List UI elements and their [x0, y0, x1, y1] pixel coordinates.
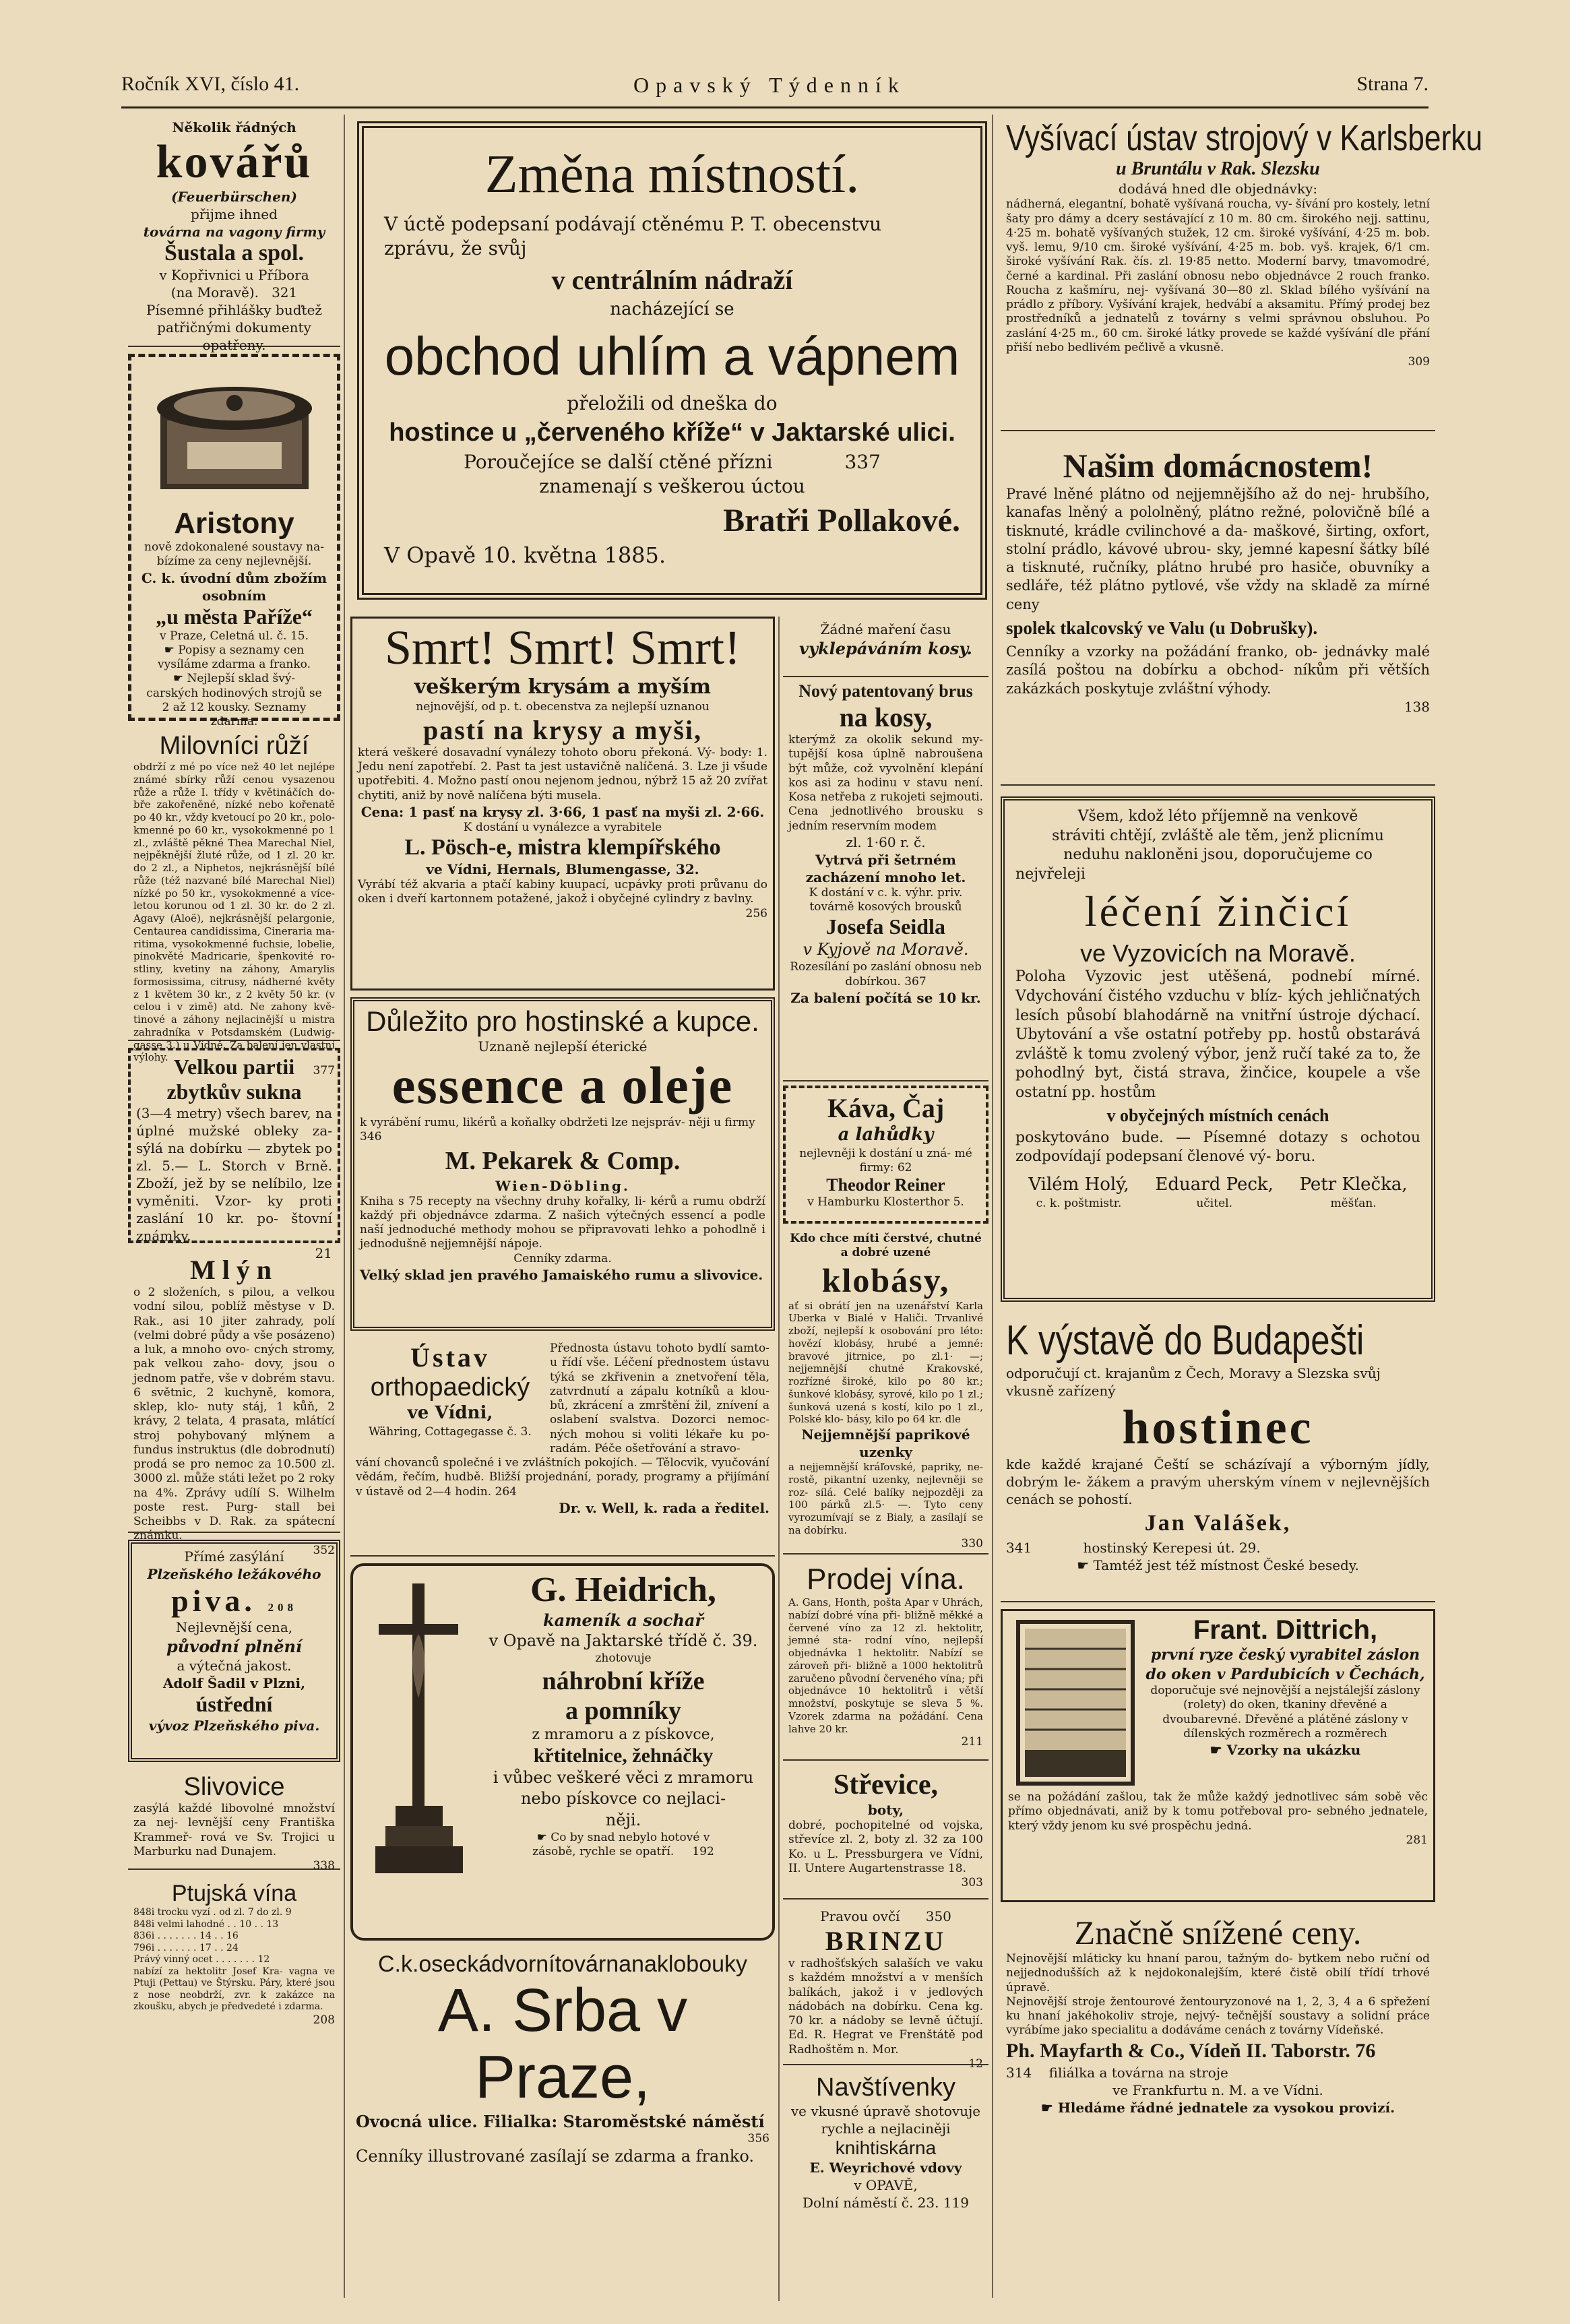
ad-heidrich [350, 1563, 775, 1941]
ad-text: Ovocná ulice. Filialka: Staroměstské náměstí [356, 2112, 765, 2131]
ad-text: továrna na vagony firmy [143, 224, 325, 240]
ad-headline: Mlýn [189, 1255, 279, 1285]
ad-headline: Aristony [174, 507, 294, 540]
ad-headline: Důležito pro hostinské a kupce. [366, 1005, 759, 1037]
ad-text: Přímé zasýlání [184, 1548, 284, 1565]
ad-headline: Milovníci růží [159, 732, 309, 760]
ad-number: 330 [961, 1536, 983, 1550]
ad-dittrich-text [1143, 1615, 1428, 1790]
pointing-hand-icon: ☛ [164, 643, 175, 657]
ad-text: nacházející se [610, 299, 734, 319]
ad-smrt [350, 617, 775, 991]
column-rule [344, 115, 345, 2298]
ad-text: v Opavě na Jaktarské třídě č. 39. [489, 1631, 758, 1651]
ad-firm: L. Pösch-e, mistra klempířského [404, 835, 721, 860]
ad-text: Kdo chce míti čerstvé, chutné a dobré uzené [790, 1232, 982, 1260]
ad-headline: Smrt! Smrt! Smrt! [384, 621, 741, 674]
ad-number: 346 [360, 1130, 382, 1144]
ad-body: A. Gans, Honth, pošta Apar v Uhrách, nabízí dobré vína při- bližně měkké a červené víno za 12 zl. hektolitr, jemné sta- rodní víno, nejlepší objednávka 1 hektolitr. Nabízí se zároveň při- bližně a 1000 hektolitrů zaručeno původní červeného vína; při objednávce 10 hektolitrů i větší množství, poskytuje se sleva 5 %. Vzorek zdarma na požádání. Cena lahve 20 kr. [788, 1596, 983, 1735]
ad-text: první ryze český vyrabitel záslon [1150, 1646, 1420, 1664]
ad-text: Vzorky na ukázku [1226, 1742, 1361, 1759]
ad-number: 119 [943, 2195, 970, 2211]
ad-text: z mramoru a z pískovce, [532, 1726, 715, 1743]
ad-text: i vůbec veškeré věci z mramoru [493, 1768, 754, 1788]
ad-headline: BRINZU [825, 1926, 947, 1956]
ad-text: C.k.oseckádvornítovárnanaklobouky [377, 1951, 748, 1977]
ad-headline: náhrobní kříže [542, 1666, 705, 1695]
price-row: Právý vinný ocet . . . . . . . 12 [133, 1954, 270, 1965]
ad-number: 62 [897, 1161, 912, 1175]
ad-text: Uznaně nejlepší éterické [478, 1038, 648, 1055]
ad-text: znamenají s veškerou úctou [539, 475, 805, 498]
ad-slivovice [128, 1769, 340, 1873]
ad-number: 367 [904, 974, 927, 988]
ad-text: v Kyjově na Moravě. [803, 940, 969, 960]
ad-text: v Praze, Celetná ul. č. 15. [160, 629, 309, 643]
signatures [1015, 1174, 1420, 1211]
ad-kovaru [128, 115, 340, 353]
ad-text: bízíme za ceny nejlevnější. [156, 555, 312, 569]
ad-headline: Ústav [410, 1342, 490, 1373]
ad-number: 256 [745, 906, 767, 920]
ad-text: v OPAVĚ, [854, 2177, 918, 2193]
ad-text: C. k. úvodní dům zbožím osobním [141, 569, 327, 604]
ad-text: v centrálním nádraží [551, 264, 793, 295]
ad-text: nejvřeleji [1015, 865, 1086, 883]
ad-text: Velký sklad jen pravého Jamaiského rumu a slivovice. [360, 1266, 763, 1283]
ad-headline: klobásy, [821, 1261, 950, 1299]
ad-number: 21 [315, 1245, 332, 1261]
ad-text: ve Frankfurtu n. M. a ve Vídni. [1112, 2081, 1323, 2098]
signer-name: Vilém Holý, [1028, 1174, 1129, 1195]
ad-text: a lahůdky [838, 1125, 934, 1145]
ad-text: původní plnění [166, 1637, 303, 1656]
ad-text: něji. [605, 1810, 641, 1829]
ad-budapest [1001, 1313, 1435, 1602]
ad-text: v Kopřivnici u Příbora [159, 267, 309, 283]
ad-text: kameník a sochař [542, 1610, 704, 1630]
column-3 [783, 617, 988, 2231]
page-number: Strana 7. [1356, 73, 1428, 95]
ad-headline: K výstavě do Budapešti [1006, 1317, 1364, 1364]
ad-text: vývoz Plzeňského piva. [148, 1718, 320, 1734]
ad-text: Cenníky illustrované zasílají se zdarma a franko. [356, 2147, 754, 2166]
ad-leceni-zincici [1001, 796, 1435, 1302]
ad-headline: ústřední [195, 1692, 273, 1717]
ad-kosy-intro [783, 617, 988, 677]
ad-firm: Ph. Mayfarth & Co., Vídeň II. Taborstr. 76 [1006, 2039, 1376, 2062]
ad-text: Žádné maření času [820, 621, 951, 637]
ad-body: Přednosta ústavu tohoto bydlí samto- u řídí vše. Léčení přednostem ústavu týká se zkřivenin a znetvoření těla, zatvrdnutí a zápalu kotníků a klou- bů, zkrácení a zmrštění žil, znívení a oslabení svalstva. Dozorci nemoc- ných mohou si voliti lékaře ku po- radám. Péče ošetřování a stravo- [550, 1342, 770, 1455]
ad-text: Popisy a seznamy cen [178, 643, 305, 657]
ad-text: Tamtéž jest též místnost České besedy. [1093, 1557, 1359, 1573]
ad-number: 341 [1006, 1540, 1032, 1556]
ad-headline: orthopaedický [370, 1373, 530, 1402]
ad-body: zasýlá každé libovolné množství za nej- levnější ceny Františka Krammeř- rová ve Sv. Trojici u Marburku nad Dunajem. [133, 1802, 335, 1858]
ad-pivo [128, 1540, 340, 1762]
ad-date: V Opavě 10. května 1885. [384, 542, 666, 568]
ad-text: Cenníky zdarma. [513, 1251, 612, 1265]
ad-number: 377 [313, 1064, 335, 1077]
price-row: 848i velmi lahodné . . 10 . . 13 [133, 1918, 279, 1930]
ad-body: kde každé krajané Čeští se scházívají a výborným jídly, dobrým le- žákem a pravým uherským vínem v nejlevnějších cenách se pohostí. [1006, 1456, 1430, 1507]
signature-block [1300, 1174, 1408, 1211]
price-row: 796i . . . . . . . 17 . . 24 [133, 1942, 239, 1953]
ad-number: 264 [495, 1484, 517, 1499]
pointing-hand-icon: ☛ [1077, 1557, 1090, 1573]
signer-title: měšťan. [1330, 1196, 1377, 1210]
ad-headline: Změna místností. [484, 145, 860, 204]
ad-text: zhotovuje [595, 1652, 652, 1666]
ad-text: stráviti chtějí, zvláště ale těm, jenž plicnímu [1052, 827, 1384, 844]
ad-headline: Našim domácnostem! [1063, 447, 1373, 484]
ad-text: nově zdokonalené soustavy na- [144, 540, 324, 554]
ad-snizene-ceny [1001, 1909, 1435, 2138]
ad-text: Co by snad nebylo hotové v [551, 1830, 710, 1844]
ad-headline: Střevice, [833, 1769, 939, 1800]
ad-body: kterýmž za okolik sekund my- tupější kosa úplně nabroušena být může, což vyvolnění klepání kos asi za hodinu v stavu není. Kosa netřeba z rukojeti sejmouti. Cena jednotlivého brousku s jedním reservním modem [788, 733, 983, 833]
ad-text: přeložili od dneška do [567, 391, 778, 414]
ad-body: se na požádání zašlou, tak že může každý jednotlivec sám sobě věc přímo objednávati, aniž by k tomu potřeboval pro- sebného jednatele, který vždy jenom ku své prospěchu jedná. [1008, 1790, 1428, 1833]
ad-firm: Jan Valášek, [1144, 1511, 1292, 1536]
column-4 [1001, 115, 1483, 2138]
ad-text: veškerým krysám a myším [414, 674, 712, 699]
ad-ustav-left [356, 1342, 544, 1456]
ad-text: nebo pískovce co nejlaci- [520, 1789, 726, 1809]
ad-firm: „u města Paříže“ [156, 604, 313, 629]
ad-text: hostince u „červeného kříže“ v Jaktarské ulici. [389, 418, 955, 447]
ad-text: dodává hned dle objednávky: [1118, 181, 1318, 197]
ad-ustav [350, 1338, 775, 1557]
ad-headline: Prodej vína. [807, 1563, 965, 1596]
ad-number: 337 [844, 450, 881, 473]
ad-text: a výtečná jakost. [177, 1658, 292, 1674]
ad-headline: kovářů [156, 136, 313, 188]
ad-body: Nejnovější stroje žentourové žentouryzonové na 1, 2, 3, 4 a 6 spřežení ku hnaní jakéhokoliv stroje, nejvý- tečnější soustavy a solidní práce vyrábíme jako specialitu a dodáváme cenách z továrny Vídeňské. [1006, 1995, 1430, 2038]
ad-vysivaci-ustav [1001, 115, 1483, 431]
ad-text: vysíláme zdarma a franko. [158, 658, 311, 671]
ad-firm: Josefa Seidla [826, 914, 945, 939]
ad-text: V úctě podepsaní podávají ctěnému P. T. obecenstvu [384, 213, 882, 235]
ad-headline-main: hostinec [1122, 1400, 1314, 1454]
ad-text: Hledáme řádné jednatele za vysokou provizí. [1057, 2099, 1395, 2116]
ad-number: 352 [313, 1543, 335, 1557]
ad-text: u Bruntálu v Rak. Slezsku [1116, 158, 1320, 180]
ad-text: (na Moravě). [170, 284, 259, 301]
ad-text: Za balení počítá se 10 kr. [790, 989, 981, 1006]
ad-firm: Theodor Reiner [826, 1175, 945, 1195]
column-1 [128, 115, 340, 2059]
price-row: 836i . . . . . . . 14 . . 16 [133, 1930, 239, 1941]
ad-body: Nejnovější mláticky ku hnaní parou, tažným do- bytkem nebo ruční od nejjednodušších až k nejdokonalejším, které čistě obilí třídí trhové úpravě. [1006, 1952, 1430, 1995]
ad-number: 309 [1408, 355, 1430, 369]
ad-headline: knihtiskárna [835, 2137, 937, 2158]
ad-firm: M. Pekarek & Comp. [445, 1146, 681, 1175]
ad-firm: Šustala a spol. [164, 241, 304, 265]
ad-text: Plzeňského ležákového [147, 1566, 321, 1582]
ad-body: o 2 složeních, s pilou, a velkou vodní silou, poblíž městyse v D. Rak., asi 10 jiter zahrady, polí (velmi dobré půdy a vše posázeno) a luk, a mnoho ovo- cných stromy, pak velkou zaho- dovy, jsou o jednom patře, vše v dobrém stavu. 6 světnic, 2 kuchyně, komora, sklep, klo- nuty stáj, 1 kůň, 2 krávy, 2 telata, 4 prasata, mlátící stroj pohybovaný mlýnem a fundus instruktus (dle dobrodnutí) prodá se pro nemoc za 10.500 zl. 3000 zl. může státi ležet po 2 roky na 4%. Zprávy udílí S. Wilhelm poste rest. Purg- stall bei Scheibbs v D. Rak. za spátecní známku. [133, 1286, 335, 1543]
ad-headline-main: obchod uhlím a vápnem [384, 325, 960, 386]
ad-text: filiálka a továrna na stroje [1048, 2064, 1228, 2081]
ad-number: 303 [961, 1876, 983, 1889]
ad-price: zl. 1·60 r. č. [846, 834, 926, 850]
ad-headline: léčení žinčicí [1084, 887, 1352, 936]
window-blind-illustration [1008, 1615, 1143, 1790]
ad-number: 138 [1404, 698, 1430, 715]
ad-text: 2 až 12 kousky. Seznamy [162, 700, 307, 714]
pointing-hand-icon: ☛ [1040, 2099, 1053, 2116]
ad-headline: křtitelnice, žehnáčky [533, 1745, 714, 1767]
ad-body: Poloha Vyzovic jest utěšená, podnebí mírné. Vdychování čistého vzduchu v blíz- kých jehličnatých lesích působí blahodárně na vnitřní ústroje dýchací. Ubytování a vše ostatní potřeby pp. hostů obstarává zvláště k tomu zvolený výbor, jenž ručí také za to, že pohodlný byt, čistá strava, žinčice, koupele a vše ostatní pp. hostům [1015, 968, 1420, 1101]
ad-text: Währing, Cottagegasse č. 3. [369, 1424, 532, 1439]
signer-title: c. k. poštmistr. [1036, 1196, 1122, 1210]
ad-headline: pastí na krysy a myši, [422, 714, 703, 745]
ad-body: Vyrábí též akvaria a ptačí kabiny kuupací, ucpávky proti průvanu do oken i dveří kartonnem potažené, jakož i obyčejné cylindry z bavlny. [358, 878, 767, 906]
ad-text: přijme ihned [191, 206, 278, 222]
ad-number: 12 [968, 2056, 983, 2071]
ad-text: v obyčejných místních cenách [1106, 1105, 1329, 1125]
ad-headline: Vyšívací ústav strojový v Karlsberku [1006, 118, 1483, 158]
ad-number: 356 [747, 2132, 770, 2146]
ad-headline-main: A. Srba v Praze, [437, 1977, 688, 2111]
ad-headline: na kosy, [839, 702, 933, 732]
pointing-hand-icon: ☛ [1210, 1742, 1222, 1759]
ad-ptujska-vina [128, 1877, 340, 2059]
ad-text: ve Vídni, Hernals, Blumengasse, 32. [426, 861, 699, 878]
ad-text: Písemné přihlášky buďtež [146, 302, 322, 318]
ad-kava [783, 1086, 988, 1224]
ad-text: Wien-Döbling. [495, 1177, 630, 1194]
ad-text: boty, [867, 1802, 904, 1818]
ad-headline: piva. [171, 1583, 256, 1618]
ad-headline: Slivovice [183, 1773, 285, 1801]
ad-body: doporučuje své nejnovější a nejstálejší záslony (rolety) do oken, tkaniny dřevěné a dvoubarevné. Dřevěné a plátěné záslony v dílenských rozměrech a rozměrech [1150, 1684, 1420, 1740]
column-2 [350, 617, 775, 2166]
ad-text: hostinský Kerepesi út. 29. [1083, 1540, 1261, 1556]
ad-sukna [128, 1048, 340, 1261]
ad-dittrich [1001, 1609, 1435, 1902]
signature-block [1155, 1174, 1274, 1211]
ad-headline: ve Vyzovicích na Moravě. [1080, 939, 1356, 968]
ad-text: K dostání v c. k. výhr. priv. továrně kosových brousků [809, 885, 963, 914]
ad-text: Rozesílání po zaslání obnosu neb dobírkou. [790, 960, 982, 988]
ad-number: 208 [268, 1601, 297, 1614]
ad-firm: spolek tkalcovský ve Valu (u Dobrušky). [1006, 618, 1318, 639]
pointing-hand-icon: ☛ [536, 1830, 547, 1844]
ad-number: 192 [692, 1845, 714, 1859]
column-rule [778, 617, 780, 2301]
music-box-illustration [147, 368, 322, 503]
ad-klobasy [783, 1228, 988, 1554]
ad-signature: Bratři Pollakové. [723, 502, 960, 538]
ad-text: ve Vídni, [407, 1403, 493, 1423]
ad-text: neduhu nakloněni jsou, doporučujeme co [1063, 846, 1373, 864]
ad-headline: Káva, Čaj [827, 1093, 945, 1123]
ad-number: 321 [272, 284, 298, 301]
ad-text: vyklepáváním kosy. [799, 639, 972, 658]
ad-text: zdarma. [210, 715, 258, 728]
ad-text: carských hodinových strojů se [146, 686, 322, 700]
ad-headline: Značně snížené ceny. [1074, 1914, 1362, 1951]
ad-body: dobré, pochopitelné od vojska, střevíce zl. 2, boty zl. 32 za 100 Ko. u L. Pressburgera ve Vídni, II. Untere Augartenstrasse 18. [788, 1819, 983, 1875]
ad-prodej-vina [783, 1559, 988, 1761]
ad-body: vání chovanců společné i ve zvláštních pokojích. — Tělocvik, vyučování vědám, řečím, hudbě. Bližší projednání, porady, programy a přijímání v ústavě od 2—4 hodin. [356, 1456, 770, 1499]
newspaper-title: Opavský Týdenník [633, 73, 906, 97]
ad-kosy [783, 677, 988, 1081]
ad-text: Poroučejíce se další ctěné přízni [464, 450, 773, 473]
ad-body: nabízí za hektolitr Josef Kra- vagna ve Ptuji (Pettau) ve Štýrsku. Páry, které jsou z nose neobdrží, zvr. k zakázce na zkoušku, abych je předvedeté i zdarma. [133, 1966, 335, 2012]
ad-number: 338 [313, 1859, 335, 1873]
ad-text: K dostání u vynálezce a vyrabitele [463, 820, 662, 834]
ad-body: Cenníky a vzorky na požádání franko, ob- jednávky malé zasílá poštou na dobírku a obchod- níkům při větších zakázkách poskytuje zvláštní výhody. [1006, 643, 1430, 697]
ad-text: Vytrvá při šetrném zacházení mnoho let. [805, 851, 966, 885]
column-rule [992, 115, 993, 2298]
ad-body: Pravé lněné plátno od nejjemnějšího až do nej- hrubšího, kanafas lněný a pololněný, plátno režné, polovičně bílé a tisknuté, krádle cvilinchové a da- maškové, širting, oxfort, stolní prádlo, kávové ubrou- sky, jemné kapesní šátky bílé a tisknuté, ručníky, plátno hrubé pro hasiče, obuvníky a sedláře, též plátno pytlové, vše vždy na skladě za mírné ceny [1006, 486, 1430, 613]
signer-title: učitel. [1196, 1196, 1232, 1210]
ad-headline: G. Heidrich, [530, 1571, 716, 1609]
ad-price: Cena: 1 pasť na krysy zl. 3·66, 1 pasť na myši zl. 2·66. [360, 803, 765, 820]
ad-body: poskytováno bude. — Písemné dotazy s ochotou zodpovídají podepsaní členové vý- boru. [1015, 1129, 1420, 1166]
ad-text: nejlevněji k dostání u zná- mé firmy: [799, 1146, 972, 1175]
ad-body: nádherná, elegantní, bohatě vyšívaná roucha, vy- šívání pro kostely, letní šaty pro dámy a dcery sestávající z 10 m. 80 cm. širokého nejj. sattinu, 4·25 m. bohatě vyšívaných stužek, 12 cm. široké vyšívání, 4·25 m. bob. vyš. lemu, 9/10 cm. široké vyšívání, 4·25 m. bob. vyš. krajek, 6/1 cm. široké vyšívání Rak. čís. zl. 19·85 netto. Moderní barvy, tmavomodré, černé a kardinal. Při zaslání obnosu nebo objednávce 2 rouch franko. Roucha z kašmíru, nej- vyšívaná 30—80 zl. Sklad bílého vyšívání na prádlo z příbory. Vyšívání krajek, hedvábí a aksamitu. Přímý prodej bez prostředníků a jednatelů z továrny s velmi správnou obsluhou. Po zaslání 4·25 m., 60 cm. široké látky provede se každé vyšívání dle přání přiší nebo bedlivém pečlivě a vkusně. [1006, 197, 1430, 354]
ad-firm: Adolf Šadil v Plzni, [162, 1675, 306, 1692]
ad-number: 281 [1406, 1833, 1428, 1847]
signature-block [1028, 1174, 1129, 1211]
ad-headline: Ptujská vína [171, 1881, 297, 1906]
ad-body: ať si obrátí jen na uzenářství Karla Uberka v Bialé v Haliči. Trvanlivé zboží, nejlepší k osobování pro léto: hovězí klobásy, hrubé a jemné: bravové jitrnice, po zl.1· —; nejjemnější chutné Krakovské, rozřízné široké, kilo po 80 kr.; šunkové klobásy, syrové, kilo po 1 zl.; šunková uzená s kostí, kilo po 1 zl., Polské klo- básy, kilo po 64 kr. dle [788, 1299, 983, 1426]
ad-text: do oken v Pardubicích v Čechách, [1145, 1665, 1425, 1683]
ad-text: Pravou ovčí [820, 1908, 900, 1924]
ad-strevice [783, 1765, 988, 1899]
ad-headline: Navštívenky [816, 2073, 955, 2102]
price-row: 848i trocku vyzí . od zl. 7 do zl. 9 [133, 1907, 292, 1918]
ad-text: Nejlepší sklad švý- [187, 672, 296, 686]
ad-headline: zbytkův sukna [166, 1079, 302, 1104]
ad-number: 208 [313, 2013, 335, 2027]
ad-body: (3—4 metry) všech barev, na úplné mužské obleky za- sýlá na dobírku — zbytek po zl. 5.— L. Storch v Brně. Zboží, jež by se nelíbilo, lze vyměniti. Vzor- ky proti zaslání 10 kr. po- štovní známky. [136, 1105, 332, 1244]
ad-heidrich-text [480, 1570, 767, 1887]
ad-nasim-domacnostem [1001, 442, 1435, 786]
page-header [121, 66, 1428, 108]
ad-text: Několik řádných [172, 119, 296, 135]
ad-kupce [350, 997, 775, 1331]
ad-aristony [128, 354, 340, 728]
ad-text: rychle a nejlaciněji [821, 2121, 951, 2137]
ad-signature: Dr. v. Well, k. rada a ředitel. [559, 1499, 770, 1516]
ad-text: zprávu, že svůj [384, 237, 527, 260]
ad-navstivenky [783, 2069, 988, 2231]
ad-text: k vyrábění rumu, likérů a koňalky obdržeti lze nejspráv- něji u firmy [360, 1116, 755, 1129]
ad-body: obdrží z mé po více než 40 let nejlépe známé sbírky růží cenou vysazenou růže a růže I. třídy v květináčích do- bře zakořeněné, nízké nebo kořenatě po 40 kr., vždy kvetoucí po 20 kr., polo- kmenné po 60 kr., vysokokmenné po 1 zl., zvláště pěkné Thea Marechal Niel, nejpěknější žluté růže, od 1 zl. 20 kr. do 2 zl., a Niphetos, nejkrásnější bílé růže (též nazvané bílé Marechal Niel) nízké po 50 kr., vysokokmenné a více- letou korunou od 1 zl. 30 kr. do 2 zl. Agavy (Aloë), nejkrásnější pelargonie, Centaurea candidissima, Cineraria ma- ritima, vysokokmenné fuchsie, lobelie, pinokvěté Madricarie, špenkovité ro- stliny, kvetiny na záhony, Amarylis formosissima, citrusy, nádherné květy z 1 květem 30 kr., z 2 květy 50 kr. (v celou i v zimě) atd. Ne zahony kvě- tinové a záhony nejlacinější u mistra zahradníka v Potsdamském (Ludwig- gasse 3.) u Vídně. Za balení jen vlastní výlohy. [133, 761, 335, 1064]
ad-srba [350, 1947, 775, 2166]
ad-number: 350 [925, 1908, 951, 1924]
ad-text: v Hamburku Klosterthor 5. [807, 1195, 964, 1210]
ad-headline-main: essence a oleje [391, 1056, 734, 1114]
ad-firm: E. Weyrichové vdovy [809, 2160, 962, 2176]
ad-body: v radhošťských salaších ve vaku s každém množství a v menších balíkách, jakož i v jedlových nádobách na dobírku. Cena kg. 70 kr. a nádoby se levně účtují. Ed. R. Hegrat ve Frenštátě pod Radhoštěm n. Mor. [788, 1957, 983, 2056]
cross-monument-illustration [358, 1570, 480, 1887]
ad-headline: Nejjemnější paprikové uzenky [801, 1426, 970, 1460]
signer-name: Eduard Peck, [1155, 1174, 1274, 1195]
ad-headline: Nový patentovaný brus [798, 681, 973, 701]
signer-name: Petr Klečka, [1299, 1174, 1408, 1195]
ad-text: odporučují ct. krajanům z Čech, Moravy a Slezska svůj vkusně zařízený [1006, 1365, 1381, 1399]
ad-text: ve vkusné úpravě shotovuje [790, 2103, 981, 2119]
ad-headline: Frant. Dittrich, [1193, 1615, 1378, 1645]
ad-headline: Velkou partii [173, 1055, 295, 1079]
ad-body: která veškeré dosavadní vynálezy tohoto oboru překoná. Vý- body: 1. Jedu není zapotřebí. 2. Past ta jest ustavičně nalíčená. 3. Lze ji všude upotřebiti. 4. Možno pastí onou nejenom jednou, nýbrž 15 až 20 zvířat chytiti, aniž by nově nalíčena býti musela. [358, 745, 767, 803]
ad-number: 211 [961, 1735, 983, 1749]
ad-text: zásobě, rychle se opatří. [532, 1845, 674, 1859]
ad-text: patřičnými dokumenty opatřeny. [157, 319, 311, 353]
ad-text: (Feuerbürschen) [171, 189, 297, 205]
ad-text: Nejlevnější cena, [175, 1619, 293, 1635]
pointing-hand-icon: ☛ [172, 672, 184, 686]
ad-zmena-mistnosti [357, 121, 987, 600]
ad-body: a nejjemnější kráľovské, papriky, ne- rostě, pikantní uzenky, nejlevněji se roz- sílá. Celé balíky nejpozději za 100 párků zl.5· —. Tyto ceny vyrozumívají se z Bialy, a zasílají se na dobírku. [788, 1461, 983, 1536]
ad-text: Všem, kdož léto příjemně na venkově [1077, 808, 1358, 825]
ad-brinzu [783, 1904, 988, 2071]
ad-body: Kniha s 75 recepty na všechny druhy kořalky, li- kérů a rumu obdrží každý při objednávce zdarma. Z našich výtečných essencí a podle naší jednoduché methody mohou se připravovati lehko a pohodlně i jednodušně nejjemnější nápoje. [360, 1194, 765, 1251]
ad-headline: a pomníky [565, 1696, 682, 1725]
volume-issue: Ročník XVI, číslo 41. [121, 73, 300, 95]
ad-text: Dolní náměstí č. 23. [802, 2195, 939, 2211]
ad-text: nejnovější, od p. t. obecenstva za nejlepší uznanou [416, 699, 710, 714]
ad-number: 314 [1006, 2064, 1032, 2081]
